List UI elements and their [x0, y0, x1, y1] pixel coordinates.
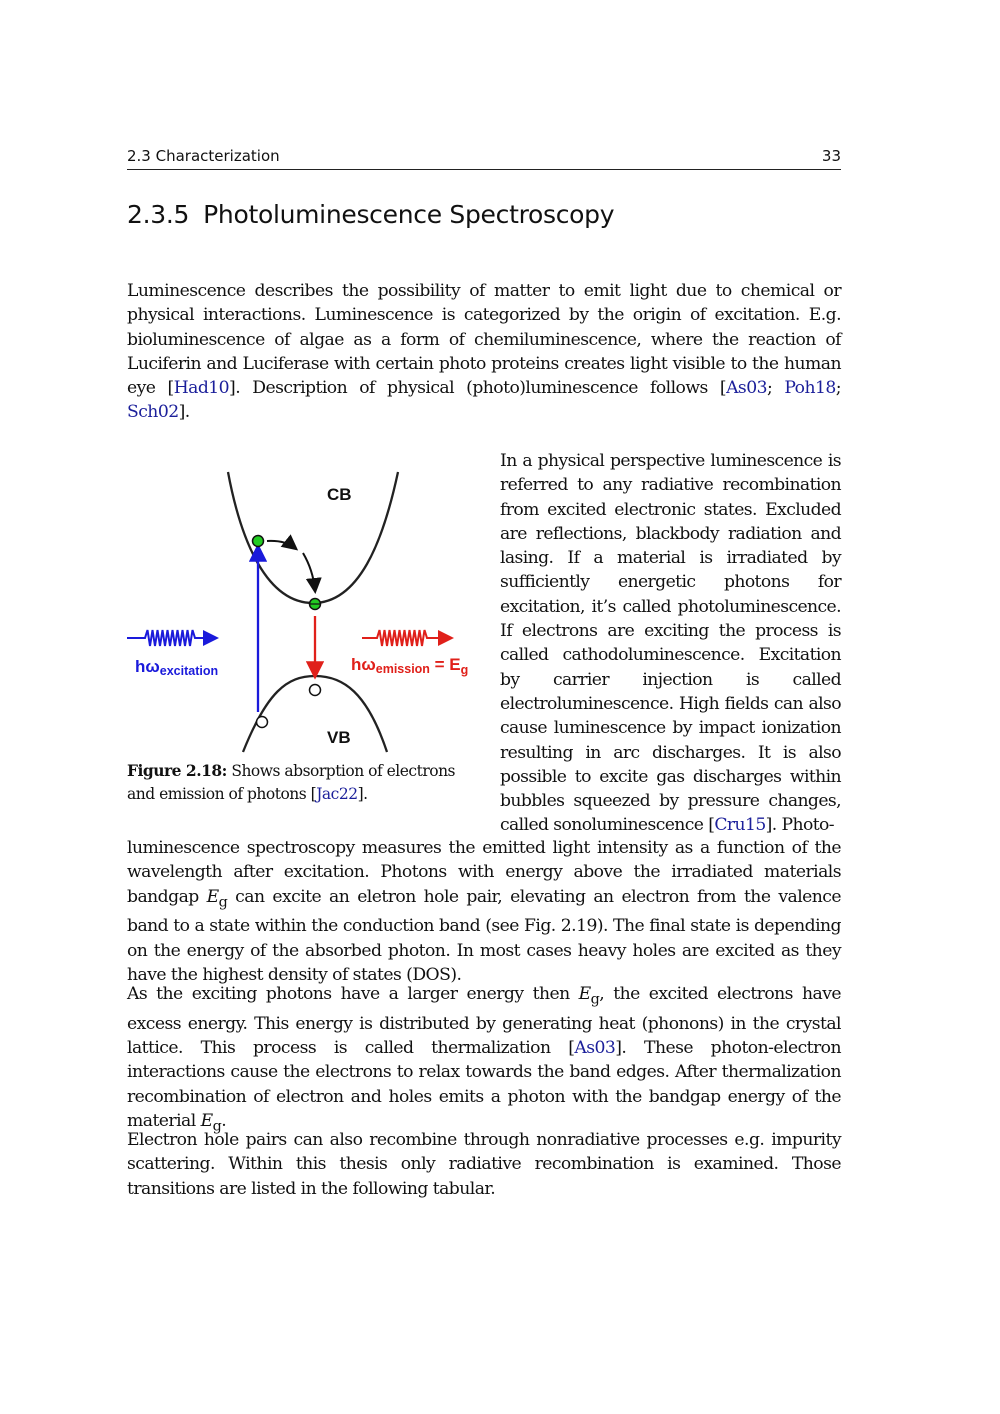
- citation-cru15[interactable]: Cru15: [714, 815, 766, 836]
- excited-electron: [253, 536, 264, 547]
- citation-sch02[interactable]: Sch02: [127, 402, 179, 423]
- figure-caption: [127, 760, 487, 805]
- figure-caption-label: Figure 2.18:: [127, 761, 227, 780]
- bandgap-subscript: g: [218, 894, 228, 911]
- cb-label: CB: [327, 485, 352, 504]
- p3-text-4: .: [221, 1110, 227, 1131]
- band-diagram-figure: [127, 462, 487, 762]
- intro-text-1: Luminescence describes the possibility of matter to emit light due to chemical or physical interactions. Luminescence is categorized by the origin of excitation. E.g. bioluminescence of algae as a form of chemiluminescence, where the reaction of Luciferin and Luciferase with certain photo proteins creates light visible to the human eye: [127, 281, 841, 399]
- intro-paragraph: Luminescence describes the possibility of matter to emit light due to chemical or physical interactions. Luminescence is categorized by the origin of excitation. E.g. bioluminescence of algae as a form of chemiluminescence, where the reaction of Luciferin and Luciferase with certain photo proteins creates light visible to the human eye [Had10]. Description of physical (photo)luminescence follows [As03; Poh18; Sch02].: [127, 281, 841, 423]
- thermalization-arrow-1: [267, 541, 295, 548]
- bandgap-symbol-3: E: [200, 1110, 213, 1131]
- intro-text-3: ].: [178, 402, 190, 423]
- bandgap-symbol: E: [206, 886, 219, 907]
- emission-label: hωemission = $E_g$: [351, 655, 469, 677]
- bandgap-subscript-2: g: [590, 991, 600, 1008]
- page-number: 33: [821, 147, 841, 165]
- p3-text-1: As the exciting photons have a larger energy then: [127, 984, 579, 1004]
- p3-text-2: , the excited electrons have excess energy. This energy is distributed by generating heat (phonons) in the crystal lattice. This process is called thermalization: [127, 984, 841, 1059]
- band-edge-hole: [310, 685, 321, 696]
- figure-caption-end: ].: [357, 784, 368, 803]
- thermalization-paragraph: As the exciting photons have a larger energy then $E_g$, the excited electrons have excess energy. This energy is distributed by generating heat (phonons) in the crystal lattice. This process is called thermalization [As03]. These photon-electron interactions cause the electrons to relax towards the band edges. After thermalization recombination of electron and holes emits a photon with the bandgap energy of the material $E_g$.: [127, 984, 841, 1135]
- running-header: [127, 145, 841, 170]
- figure-caption-text: Shows absorption of electrons and emission of photons [: [127, 762, 456, 803]
- deep-hole: [257, 717, 268, 728]
- citation-as03[interactable]: As03: [726, 378, 767, 399]
- emission-photon-wave: [362, 630, 450, 646]
- bandgap-symbol-2: E: [578, 984, 591, 1004]
- header-section: 2.3 Characterization: [127, 147, 280, 165]
- citation-poh18[interactable]: Poh18: [784, 378, 836, 399]
- intro-text-2: . Description of physical (photo)luminescence follows [: [235, 378, 727, 399]
- citation-had10[interactable]: Had10: [173, 378, 230, 399]
- side-column-paragraph: In a physical perspective luminescence is referred to any radiative recombination from excited electronic states. Excluded are reflections, blackbody radiation and lasing. If a material is irradiated by sufficiently energetic photons for excitation, it’s called photoluminescence. If electrons are exciting the process is called cathodoluminescence. Excitation by carrier injection is called electroluminescence. High fields can also cause luminescence by impact ionization resulting in arc discharges. It is also possible to excite gas discharges within bubbles squeezed by pressure changes, called sonoluminescence [Cru15]. Photo-: [500, 451, 841, 836]
- continued-text-1: luminescence spectroscopy measures the emitted light intensity as a function of the wavelength after excitation. Photons with energy above the irradiated materials bandgap: [127, 838, 841, 907]
- thermalization-arrow-2: [303, 553, 315, 590]
- section-number: 2.3.5: [127, 200, 190, 229]
- paragraph-continued: [127, 836, 841, 987]
- side-text-1: In a physical perspective luminescence is referred to any radiative recombination from excited electronic states. Excluded are reflections, blackbody radiation and lasing. If a material is irradiated by sufficiently energetic photons for excitation, it’s called photoluminescence. If electrons are exciting the process is called cathodoluminescence. Excitation by carrier injection is called electroluminescence. High fields can also cause luminescence by impact ionization resulting in arc discharges. It is also possible to excite gas discharges within bubbles squeezed by pressure changes, called sonoluminescence: [500, 451, 841, 836]
- side-text-2: . Photo-: [771, 815, 834, 836]
- citation-jac22[interactable]: Jac22: [316, 784, 358, 803]
- band-diagram: [127, 462, 487, 762]
- p3-text-3: . These photon-electron interactions cause the electrons to relax towards the band edges. After thermalization recombination of electron and holes emits a photon with the bandgap energy of the material: [127, 1038, 841, 1131]
- bandgap-subscript-3: g: [212, 1118, 222, 1135]
- citation-as03-thermalization[interactable]: As03: [574, 1038, 616, 1059]
- section-title: [127, 200, 614, 229]
- nonradiative-paragraph: Electron hole pairs can also recombine through nonradiative processes e.g. impurity scattering. Within this thesis only radiative recombination is examined. Those transitions are listed in the following tabular.: [127, 1130, 841, 1199]
- excitation-label: hωexcitation: [135, 657, 219, 678]
- vb-label: VB: [327, 728, 351, 747]
- excitation-photon-wave: [127, 630, 215, 646]
- continued-text-2: can excite an eletron hole pair, elevating an electron from the valence band to a state within the conduction band (see Fig. 2.19). The final state is depending on the energy of the absorbed photon. In most cases heavy holes are excited as they have the highest density of states (DOS).: [127, 886, 841, 985]
- section-title-text: Photoluminescence Spectroscopy: [203, 200, 615, 229]
